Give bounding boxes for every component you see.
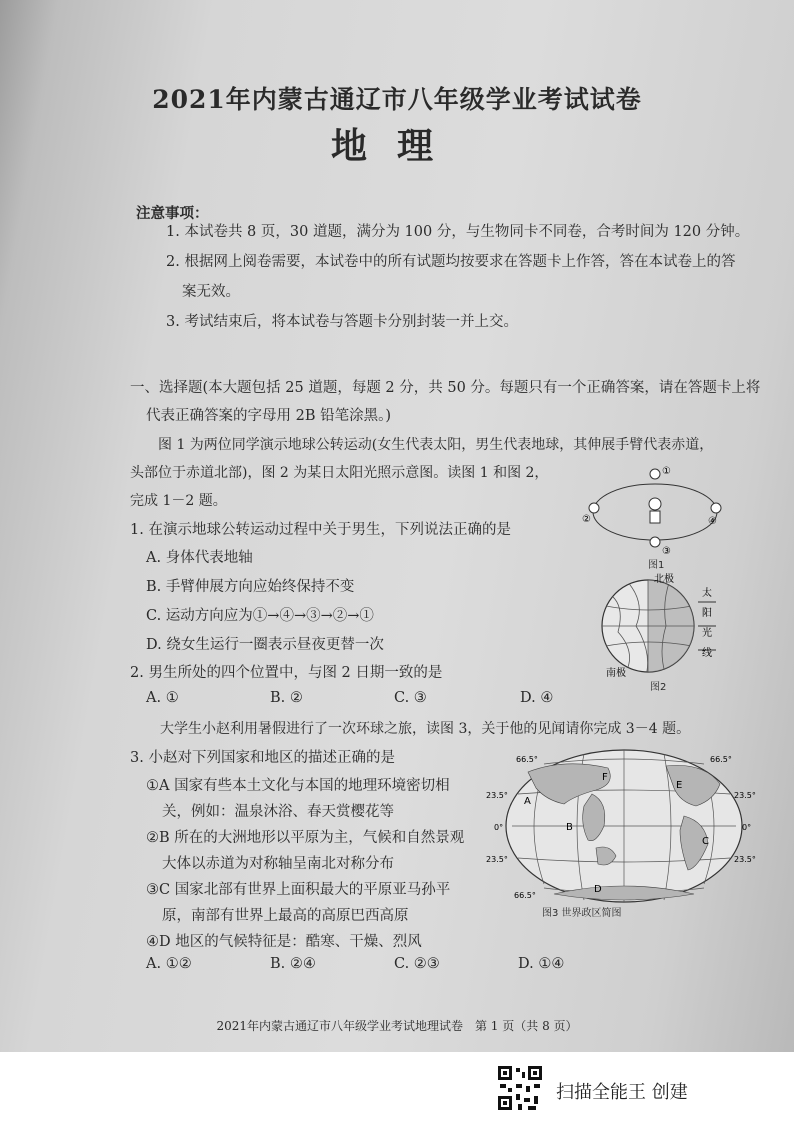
- figure-1-orbit-diagram: [580, 462, 730, 562]
- figure-3-world-map: [484, 744, 762, 916]
- latitude-label: 23.5°: [486, 855, 508, 864]
- latitude-label: 23.5°: [734, 791, 756, 800]
- figure-2-caption: 图2: [650, 682, 667, 693]
- question-1-option-b: B. 手臂伸展方向应始终保持不变: [146, 579, 355, 595]
- region-label: B: [566, 822, 573, 833]
- question-3-option-b: B. ②④: [270, 956, 316, 972]
- question-3-statement-2: ②B 所在的大洲地形以平原为主，气候和自然景观: [146, 830, 465, 846]
- latitude-label: 0°: [742, 823, 752, 832]
- question-3-option-c: C. ②③: [394, 956, 440, 972]
- notice-heading: 注意事项：: [136, 205, 209, 222]
- south-pole-label: 南极: [606, 668, 626, 678]
- qr-code-icon: [496, 1064, 544, 1112]
- question-1-option-c: C. 运动方向应为①→④→③→②→①: [146, 608, 374, 624]
- question-3-stem: 3. 小赵对下列国家和地区的描述正确的是: [130, 750, 395, 766]
- sunlight-label: 太: [702, 588, 712, 599]
- question-2-option-d: D. ④: [520, 690, 554, 706]
- intro-q1-2-line3: 完成 1－2 题。: [130, 493, 227, 509]
- region-label: D: [594, 884, 602, 895]
- page-footer: 2021年内蒙古通辽市八年级学业考试地理试卷 第 1 页（共 8 页）: [216, 1019, 578, 1033]
- question-3-statement-3-cont: 原，南部有世界上最高的高原巴西高原: [162, 908, 409, 924]
- position-label: ④: [708, 516, 717, 527]
- latitude-label: 23.5°: [486, 791, 508, 800]
- section1-instruction-2: 代表正确答案的字母用 2B 铅笔涂黑。): [146, 408, 392, 424]
- question-3-statement-1: ①A 国家有些本土文化与本国的地理环境密切相: [146, 778, 450, 794]
- latitude-label: 66.5°: [710, 755, 732, 764]
- intro-q1-2-line2: 头部位于赤道北部)，图 2 为某日太阳光照示意图。读图 1 和图 2，: [130, 465, 549, 481]
- question-3-statement-2-cont: 大体以赤道为对称轴呈南北对称分布: [162, 856, 394, 872]
- latitude-label: 66.5°: [516, 755, 538, 764]
- exam-title: 2021年内蒙古通辽市八年级学业考试试卷: [152, 85, 642, 114]
- intro-q1-2-line1: 图 1 为两位同学演示地球公转运动(女生代表太阳，男生代表地球，其伸展手臂代表赤道，: [158, 437, 714, 453]
- intro-q3-4: 大学生小赵利用暑假进行了一次环球之旅，读图 3，关于他的见闻请你完成 3－4 题。: [160, 721, 691, 737]
- region-label: C: [702, 836, 709, 847]
- position-label: ③: [662, 546, 671, 557]
- latitude-label: 23.5°: [734, 855, 756, 864]
- sunlight-label: 阳: [702, 608, 712, 619]
- question-1-option-d: D. 绕女生运行一圈表示昼夜更替一次: [146, 637, 384, 653]
- question-3-statement-1-cont: 关，例如：温泉沐浴、春天赏樱花等: [162, 804, 394, 820]
- figure-2-sunlight-globe: [596, 572, 720, 678]
- sunlight-label: 线: [702, 648, 712, 659]
- sun-girl-icon: [649, 498, 661, 523]
- figure-3-caption: 图3 世界政区简图: [542, 908, 622, 919]
- question-1-option-a: A. 身体代表地轴: [146, 550, 253, 566]
- sunlight-label: 光: [702, 628, 712, 639]
- question-3-option-a: A. ①②: [146, 956, 192, 972]
- question-1-stem: 1. 在演示地球公转运动过程中关于男生，下列说法正确的是: [130, 522, 511, 538]
- question-2-stem: 2. 男生所处的四个位置中，与图 2 日期一致的是: [130, 665, 443, 681]
- notice-item-1: 1. 本试卷共 8 页，30 道题，满分为 100 分，与生物同卡不同卷，合考时间为 120 分钟。: [166, 224, 750, 240]
- notice-item-3: 3. 考试结束后，将本试卷与答题卡分别封装一并上交。: [166, 314, 518, 330]
- position-label: ②: [582, 514, 591, 525]
- section1-instruction-1: 一、选择题(本大题包括 25 道题，每题 2 分，共 50 分。每题只有一个正确答案，请在答题卡上将: [130, 380, 761, 396]
- question-3-statement-3: ③C 国家北部有世界上面积最大的平原亚马孙平: [146, 882, 451, 898]
- question-3-option-d: D. ①④: [518, 956, 565, 972]
- region-label: A: [524, 796, 531, 807]
- latitude-label: 66.5°: [514, 891, 536, 900]
- question-2-option-c: C. ③: [394, 690, 427, 706]
- notice-item-2-cont: 案无效。: [182, 284, 240, 300]
- subject-title: 地理: [330, 125, 463, 167]
- latitude-label: 0°: [494, 823, 504, 832]
- question-2-option-b: B. ②: [270, 690, 303, 706]
- north-pole-label: 北极: [654, 574, 674, 585]
- question-3-statement-4: ④D 地区的气候特征是：酷寒、干燥、烈风: [146, 934, 422, 950]
- question-2-option-a: A. ①: [146, 690, 179, 706]
- position-label: ①: [662, 466, 671, 477]
- notice-item-2: 2. 根据网上阅卷需要，本试卷中的所有试题均按要求在答题卡上作答，答在本试卷上的答: [166, 254, 736, 270]
- scanner-credit-label: 扫描全能王 创建: [556, 1082, 688, 1103]
- region-label: E: [676, 780, 683, 791]
- figure-1-caption: 图1: [648, 560, 665, 571]
- region-label: F: [602, 772, 608, 783]
